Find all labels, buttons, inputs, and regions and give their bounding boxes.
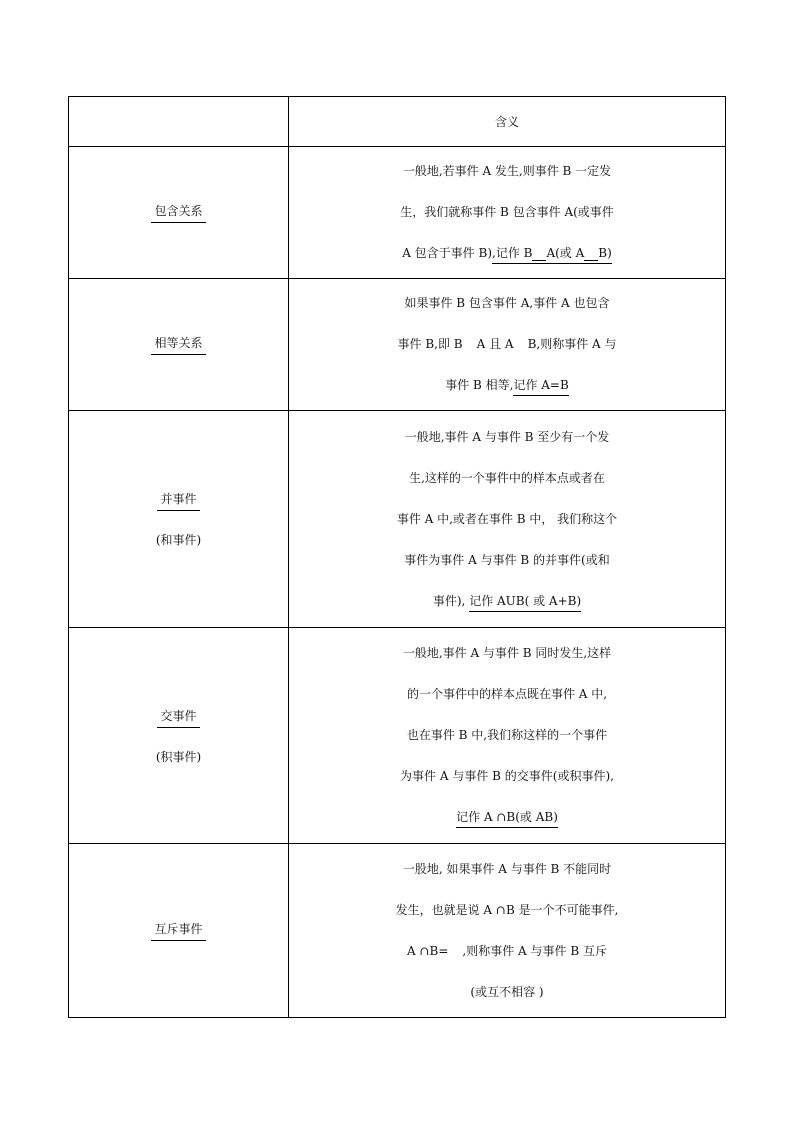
term-label: 包含关系: [151, 202, 205, 223]
header-row: [69, 97, 726, 147]
definition-text: A ∩B=: [407, 943, 449, 958]
header-cell-empty: [69, 97, 289, 147]
definition-line: 一股地, 如果事件 A 与事件 B 不能同时: [402, 861, 612, 876]
definition-line: 一般地,事件 A 与事件 B 至少有一个发: [404, 429, 610, 444]
definition-line: 事件 A 中,或者在事件 B 中， 我们称这个: [396, 511, 618, 526]
term-label: 交事件: [157, 707, 199, 728]
definition-line: [325, 233, 689, 274]
symbol-blank: [532, 259, 546, 261]
term-cell: [69, 844, 289, 1018]
definition-cell: [289, 628, 726, 844]
table-row: [69, 147, 726, 279]
table-row: [69, 279, 726, 411]
term-label: 相等关系: [151, 334, 205, 355]
term-alt-label: (和事件): [155, 533, 202, 547]
definition-line: 发生，也就是说 A ∩B 是一个不可能事件,: [395, 902, 619, 917]
definition-line: 也在事件 B 中,我们称这样的一个事件: [406, 728, 608, 742]
table-row: [69, 844, 726, 1018]
notation-part: A(或 A: [546, 246, 585, 260]
term-cell: [69, 147, 289, 279]
definition-text: ,则称事件 A 与事件 B 互斥: [462, 943, 607, 958]
table-row: [69, 411, 726, 628]
term-cell: [69, 279, 289, 411]
notation-underlined: 记作 AUB( 或 A+B): [469, 594, 581, 612]
term-label: 并事件: [157, 490, 199, 511]
term-cell: [69, 628, 289, 844]
definition-line: 生，我们就称事件 B 包含事件 A(或事件: [400, 205, 614, 219]
term-alt-label: (积事件): [155, 749, 202, 764]
definition-line: [325, 365, 689, 406]
definition-line: [325, 581, 689, 622]
definition-line: 事件为事件 A 与事件 B 的并事件(或和: [404, 552, 610, 567]
definition-text: A 包含于事件 B): [402, 246, 492, 260]
notation-underlined: 记作 A=B: [513, 378, 568, 396]
definition-line: [325, 797, 689, 838]
definition-line: 如果事件 B 包含事件 A,事件 A 也包含: [404, 296, 610, 310]
definition-line: 一般地,若事件 A 发生,则事件 B 一定发: [402, 164, 612, 178]
definition-cell: [289, 844, 726, 1018]
definition-line: 一般地,事件 A 与事件 B 同时发生,这样: [402, 646, 612, 660]
definition-text: A 且 A: [476, 337, 514, 351]
definition-cell: [289, 411, 726, 628]
definition-cell: [289, 147, 726, 279]
notation-underlined: [492, 246, 612, 264]
definition-line: 为事件 A 与事件 B 的交事件(或积事件),: [400, 769, 614, 783]
term-label: 互斥事件: [151, 920, 205, 941]
notation-part: ,记作 B: [492, 246, 533, 260]
definition-line: 的一个事件中的样本点既在事件 A 中,: [406, 687, 608, 701]
symbol-blank: [584, 259, 598, 261]
notation-part: B): [598, 246, 612, 260]
definition-text: 事件 B 相等,: [445, 378, 514, 392]
header-cell-meaning: 含义: [289, 97, 726, 147]
table-row: [69, 628, 726, 844]
term-cell: [69, 411, 289, 628]
definition-cell: [289, 279, 726, 411]
event-relations-table: [68, 96, 726, 1018]
definition-text: B,则称事件 A 与: [527, 337, 617, 351]
definition-line: [325, 931, 689, 972]
definition-text: 事件 B,即 B: [397, 337, 463, 351]
definition-line: [325, 324, 689, 365]
notation-underlined: 记作 A ∩B(或 AB): [456, 810, 558, 828]
definition-line: 生,这样的一个事件中的样本点或者在: [409, 470, 605, 485]
definition-line: (或互不相容 ): [470, 984, 544, 999]
definition-text: 事件),: [432, 593, 466, 608]
